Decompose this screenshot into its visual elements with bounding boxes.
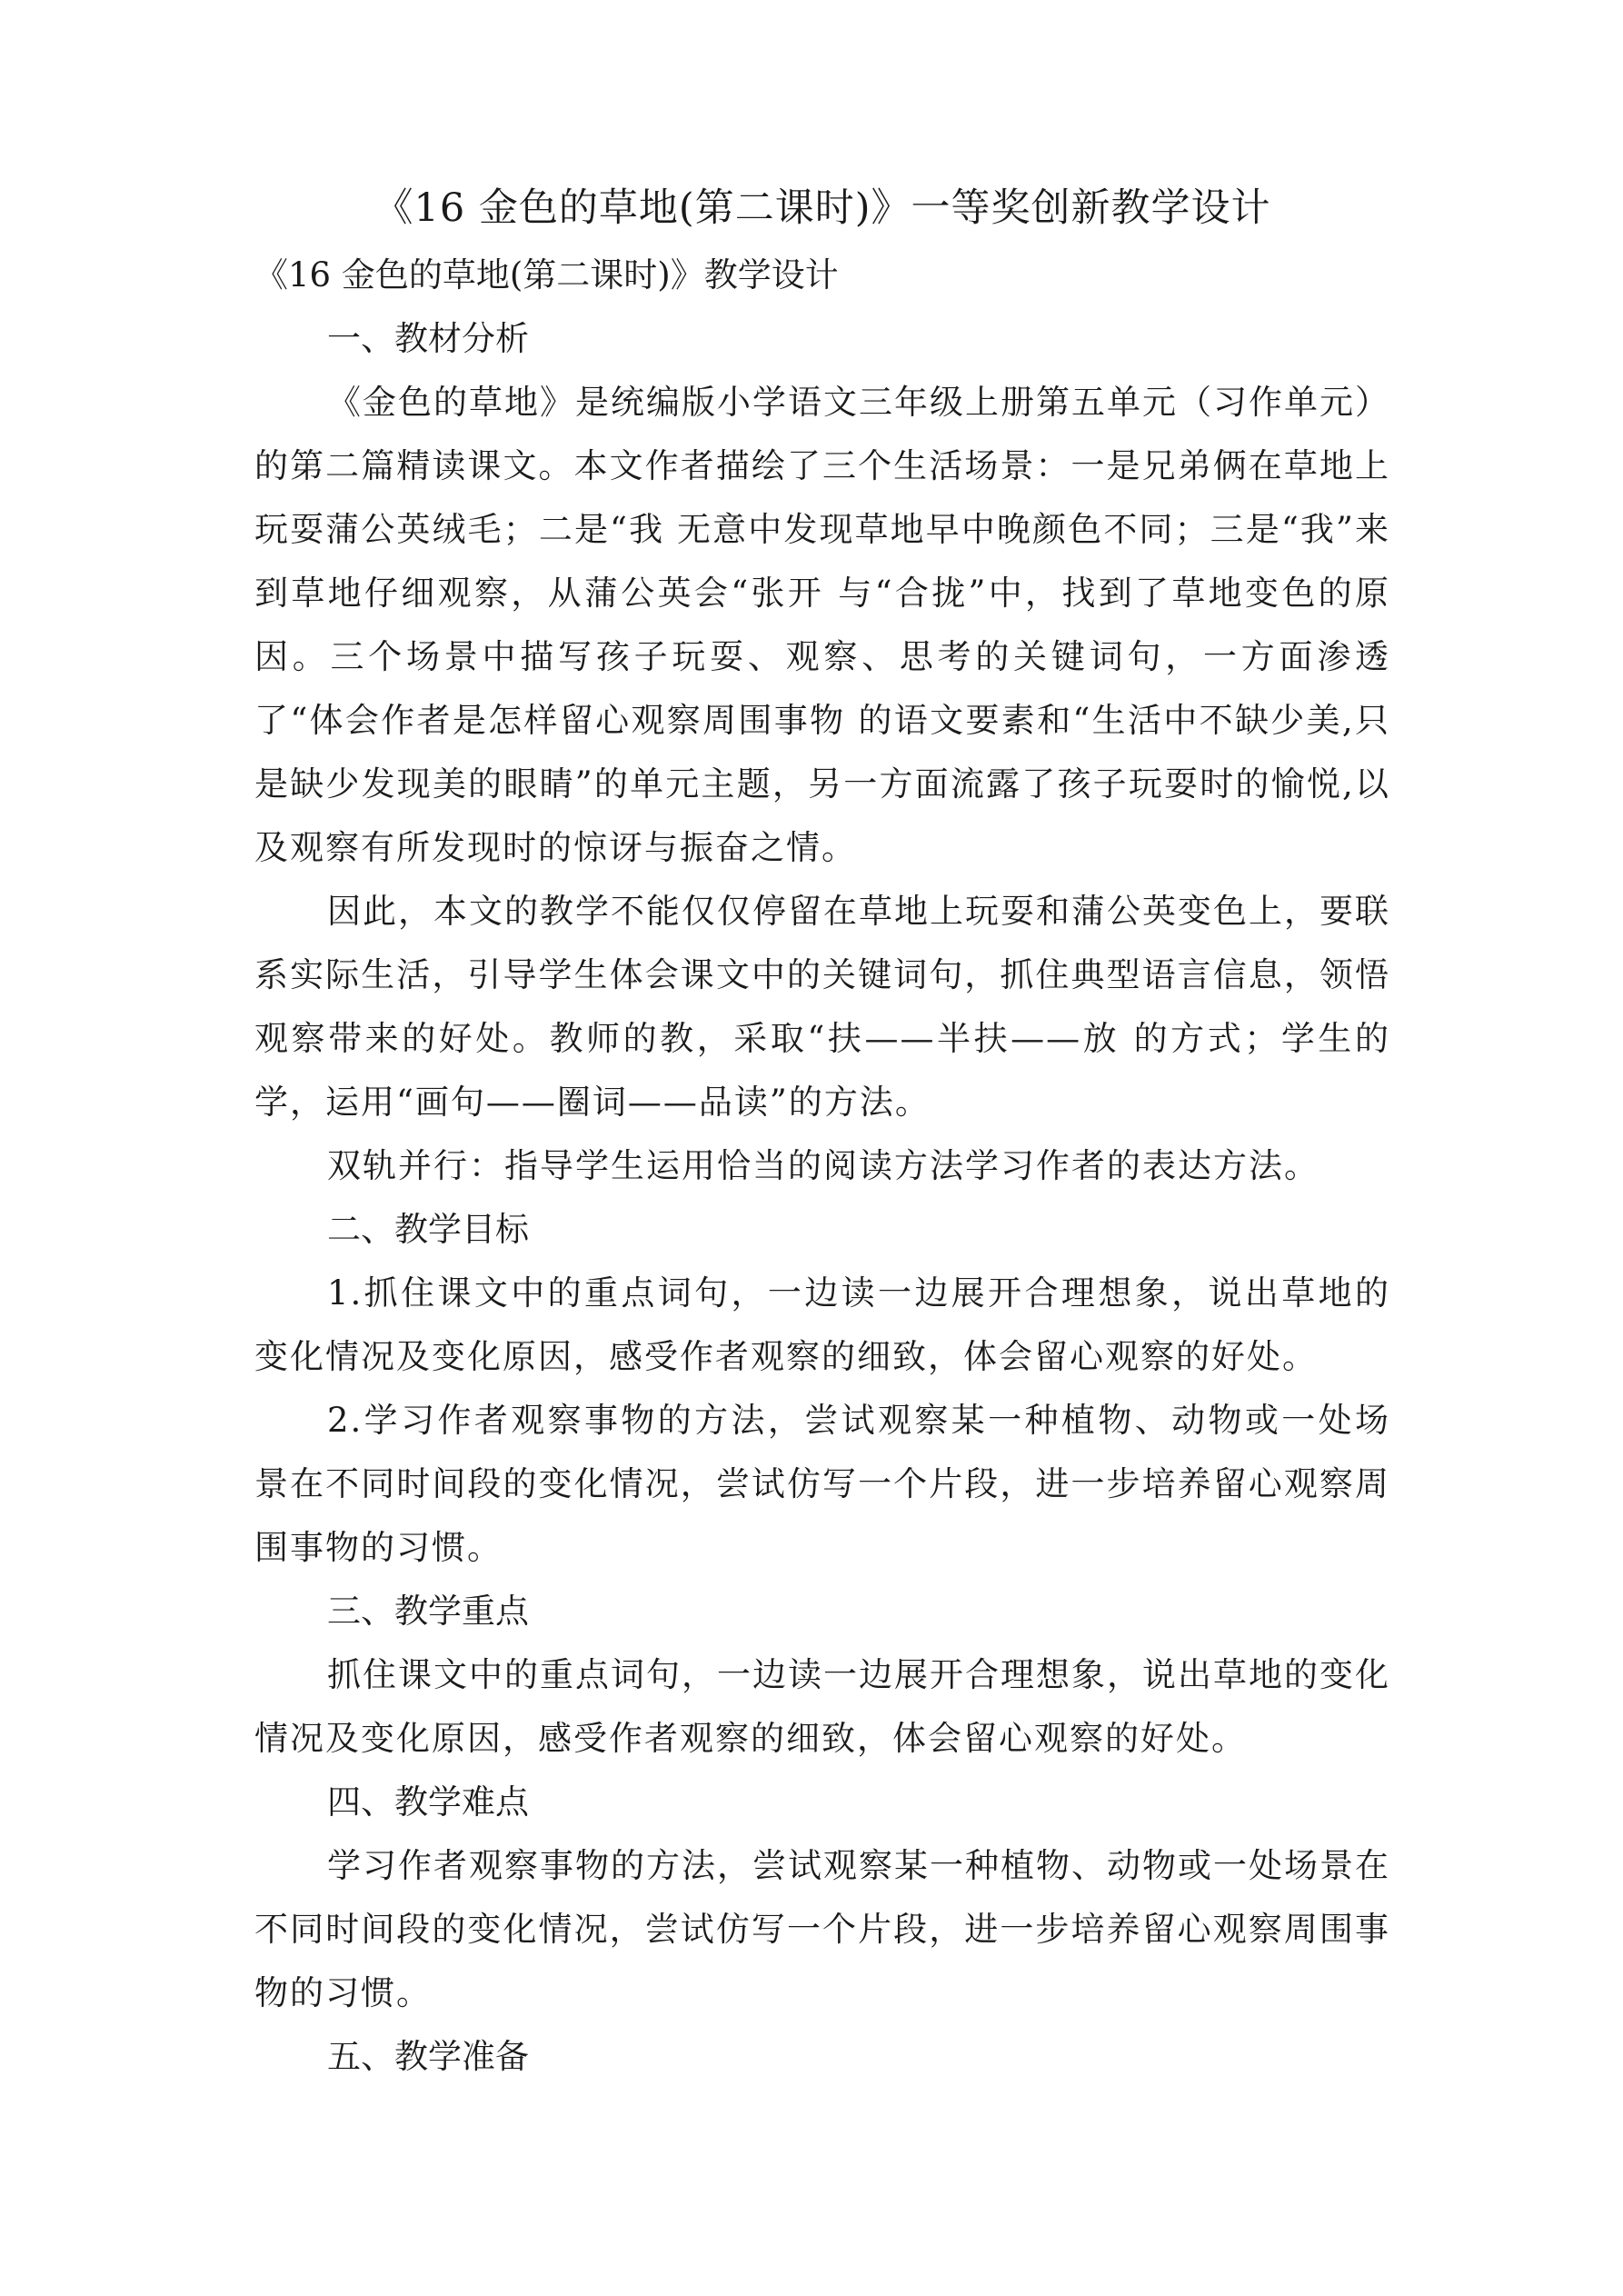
section-heading-teaching-goals: 二、教学目标 bbox=[327, 1210, 529, 1249]
paragraph: 学习作者观察事物的方法，尝试观察某一种植物、动物或一处场景在不同时间段的变化情况，尝试仿写一个片段，进一步培养留心观察周围事物的习惯。 bbox=[254, 1846, 1390, 2012]
paragraph: 1.抓住课文中的重点词句，一边读一边展开合理想象，说出草地的变化情况及变化原因，感受作者观察的细致，体会留心观察的好处。 bbox=[254, 1273, 1390, 1376]
paragraph: 因此，本文的教学不能仅仅停留在草地上玩耍和蒲公英变色上，要联系实际生活，引导学生体会课文中的关键词句，抓住典型语言信息，领悟观察带来的好处。教师的教，采取“扶——半扶——放 的方式；学生的学，运用“画句——圈词——品读”的方法。 bbox=[254, 892, 1390, 1122]
section-heading-teaching-difficulty: 四、教学难点 bbox=[327, 1782, 529, 1822]
document-page bbox=[254, 173, 1390, 2089]
paragraph: 双轨并行：指导学生运用恰当的阅读方法学习作者的表达方法。 bbox=[327, 1146, 1319, 1185]
section-heading-teaching-preparation: 五、教学准备 bbox=[327, 2037, 529, 2076]
section-heading-teaching-focus: 三、教学重点 bbox=[327, 1592, 529, 1631]
paragraph: 2.学习作者观察事物的方法，尝试观察某一种植物、动物或一处场景在不同时间段的变化情况，尝试仿写一个片段，进一步培养留心观察周围事物的习惯。 bbox=[254, 1401, 1390, 1567]
paragraph: 抓住课文中的重点词句，一边读一边展开合理想象，说出草地的变化情况及变化原因，感受作者观察的细致，体会留心观察的好处。 bbox=[254, 1655, 1390, 1758]
document-title: 《16 金色的草地(第二课时)》一等奖创新教学设计 bbox=[373, 185, 1271, 231]
document-subtitle: 《16 金色的草地(第二课时)》教学设计 bbox=[254, 255, 839, 294]
paragraph: 《金色的草地》是统编版小学语文三年级上册第五单元（习作单元）的第二篇精读课文。本文作者描绘了三个生活场景：一是兄弟俩在草地上玩耍蒲公英绒毛；二是“我 无意中发现草地早中晚颜色不同；三是“我”来到草地仔细观察，从蒲公英会“张开 与“合拢”中，找到了草地变色的原因。三个场景中描写孩子玩耍、观察、思考的关键词句，一方面渗透了“体会作者是怎样留心观察周围事物 的语文要素和“生活中不缺少美,只是缺少发现美的眼睛”的单元主题，另一方面流露了孩子玩耍时的愉悦,以及观察有所发现时的惊讶与振奋之情。 bbox=[254, 383, 1390, 867]
section-heading-textbook-analysis: 一、教材分析 bbox=[327, 319, 529, 358]
